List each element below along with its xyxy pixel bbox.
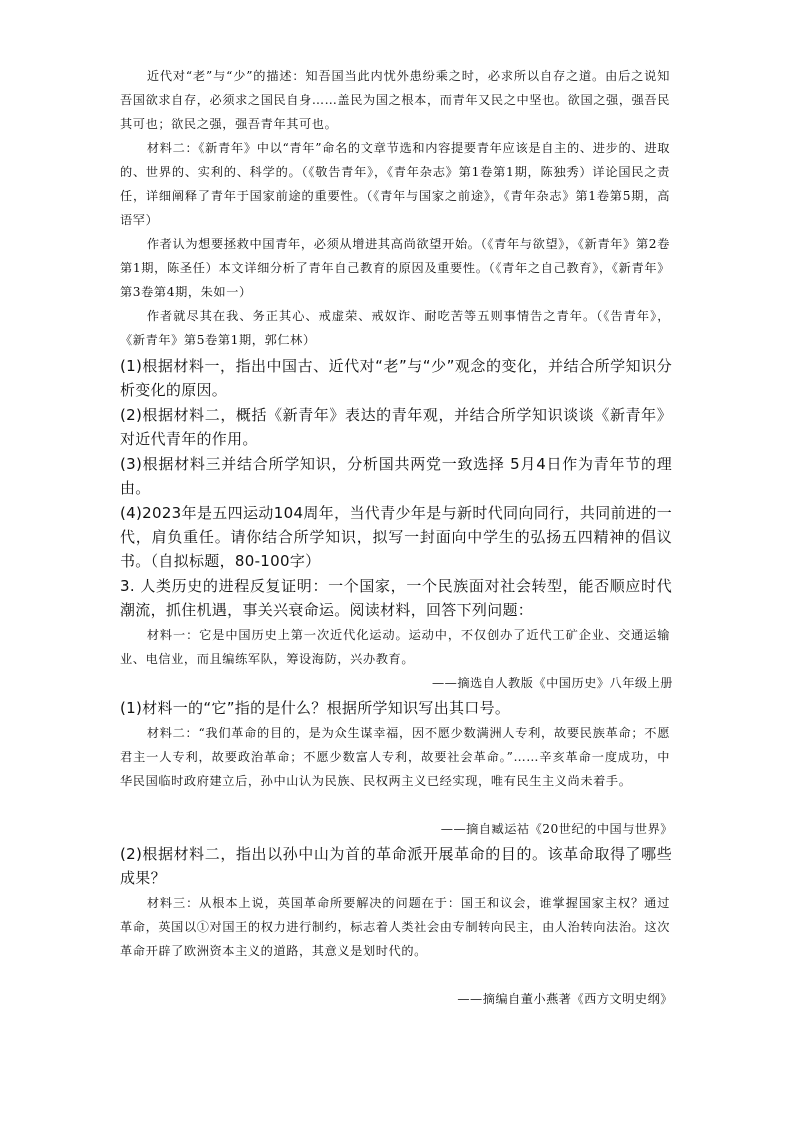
part3-material-three: 材料三：从根本上说，英国革命所要解决的问题在于：国王和议会，谁掌握国家主权？通过革命，英国以①对国王的权力进行制约，标志着人类社会由专制转向民主，由人治转向法治。这次革命开辟了欧洲资本主义的道路，其意义是划时代的。 (120, 896, 670, 958)
question-2-2: (2)根据材料二，概括《新青年》表达的青年观，并结合所学知识谈谈《新青年》对近代青年的作用。 (120, 406, 672, 448)
part3-material-two: 材料二：“我们革命的目的，是为众生谋幸福，因不愿少数满洲人专利，故要民族革命；不愿君主一人专利，故要政治革命；不愿少数富人专利，故要社会革命。”……辛亥革命一度成功，中华民国临时政府建立后，孙中山认为民族、民权两主义已经实现，唯有民生主义尚未着手。 (120, 726, 670, 788)
question-2-1: (1)根据材料一，指出中国古、近代对“老”与“少”观念的变化，并结合所学知识分析变化的原因。 (120, 357, 672, 399)
material-two-paragraph-1: 材料二：《新青年》中以“青年”命名的文章节选和内容提要青年应该是自主的、进步的、进取的、世界的、实利的、科学的。（《敬告青年》，《青年杂志》第1卷第1期，陈独秀）详论国民之责任，详细阐释了青年于国家前途的重要性。（《青年与国家之前途》，《青年杂志》第1卷第5期，高语罕） (120, 141, 670, 227)
question-3-2: (2)根据材料二，指出以孙中山为首的革命派开展革命的目的。该革命取得了哪些成果？ (120, 845, 672, 887)
question-3-intro: 3. 人类历史的进程反复证明：一个国家，一个民族面对社会转型，能否顺应时代潮流，抓住机遇，事关兴衰命运。阅读材料，回答下列问题： (120, 577, 672, 619)
question-2-4: (4)2023年是五四运动104周年，当代青少年是与新时代同向同行，共同前进的一代，肩负重任。请你结合所学知识，拟写一封面向中学生的弘扬五四精神的倡议书。（自拟标题，80-100字） (120, 504, 672, 570)
part3-material-one-source: ——摘选自人教版《中国历史》八年级上册 (431, 676, 673, 690)
question-2-3: (3)根据材料三并结合所学知识，分析国共两党一致选择 5月4日作为青年节的理由。 (120, 455, 672, 497)
material-two-paragraph-3: 作者就尽其在我、务正其心、戒虚荣、戒奴诈、耐吃苦等五则事情告之青年。（《告青年》，《新青年》第5卷第1期，郭仁林） (120, 309, 670, 347)
part3-material-three-source: ——摘编自董小燕著《西方文明史纲》 (457, 992, 673, 1006)
part3-material-one: 材料一：它是中国历史上第一次近代化运动。运动中，不仅创办了近代工矿企业、交通运输业、电信业，而且编练军队，筹设海防，兴办教育。 (120, 628, 670, 666)
material-one-continuation: 近代对“老”与“少”的描述：知吾国当此内忧外患纷乘之时，必求所以自存之道。由后之说知吾国欲求自存，必须求之国民自身……盖民为国之根本，而青年又民之中坚也。欲国之强，强吾民其可也；欲民之强，强吾青年其可也。 (120, 69, 670, 131)
material-two-paragraph-2: 作者认为想要拯救中国青年，必须从增进其高尚欲望开始。（《青年与欲望》，《新青年》第2卷第1期，陈圣任）本文详细分析了青年自己教育的原因及重要性。（《青年之自己教育》，《新青年》第3卷第4期，朱如一） (120, 237, 670, 299)
question-3-1: (1)材料一的“它”指的是什么？根据所学知识写出其口号。 (120, 699, 511, 717)
part3-material-two-source: ——摘自臧运祜《20世纪的中国与世界》 (440, 822, 673, 836)
